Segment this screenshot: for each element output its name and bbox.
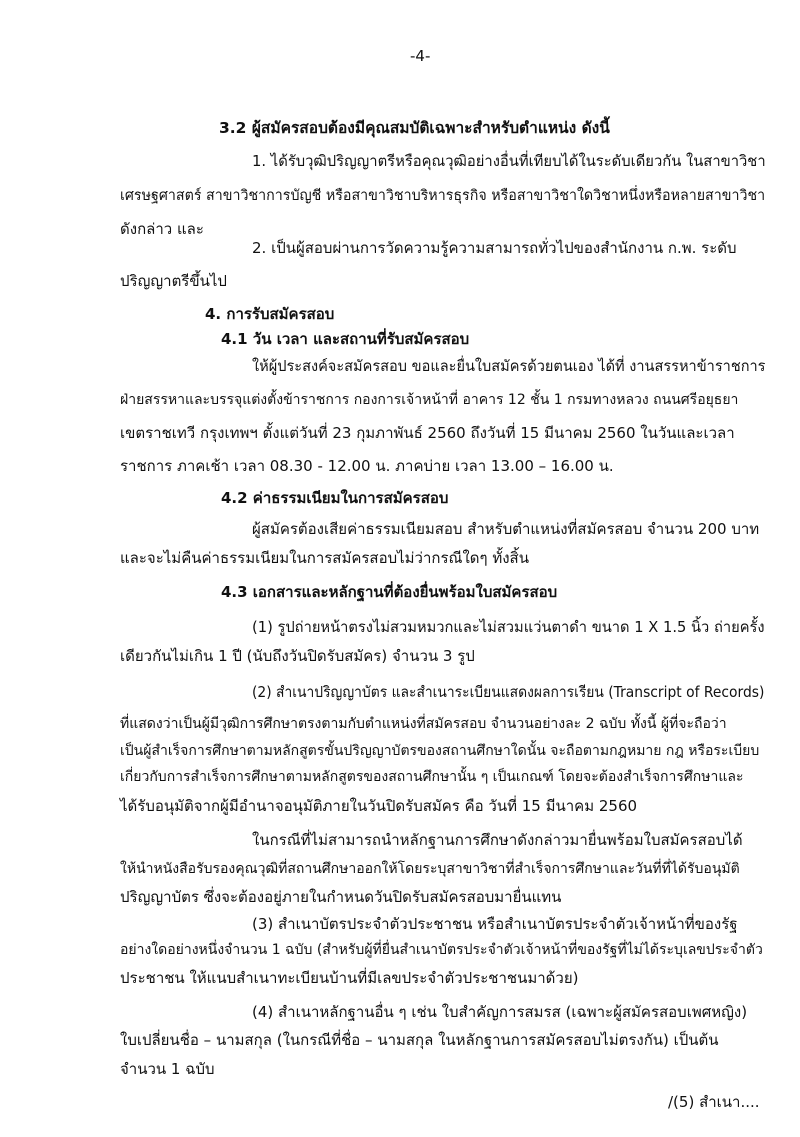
s43-item4-line2: ใบเปลี่ยนชื่อ – นามสกุล (ในกรณีที่ชื่อ – นามสกุล ในหลักฐานการสมัครสอบไม่ตรงกัน) เป็นต้น xyxy=(120,1031,719,1049)
s43-item2-line5: ได้รับอนุมัติจากผู้มีอำนาจอนุมัติภายในวันปิดรับสมัคร คือ วันที่ 15 มีนาคม 2560 xyxy=(120,797,638,815)
s42-line2: และจะไม่คืนค่าธรรมเนียมในการสมัครสอบไม่ว่ากรณีใดๆ ทั้งสิ้น xyxy=(120,549,529,567)
s43-item3-line1: (3) สำเนาบัตรประจำตัวประชาชน หรือสำเนาบัตรประจำตัวเจ้าหน้าที่ของรัฐ xyxy=(252,915,738,933)
s43-item2-line1: (2) สำเนาปริญญาบัตร และสำเนาระเบียนแสดงผลการเรียน (Transcript of Records) xyxy=(252,683,765,701)
page-number: -4- xyxy=(410,47,431,65)
s32-item2-line1: 2. เป็นผู้สอบผ่านการวัดความรู้ความสามารถทั่วไปของสำนักงาน ก.พ. ระดับ xyxy=(252,239,737,257)
s43-item2-line4: เกี่ยวกับการสำเร็จการศึกษาตามหลักสูตรของสถานศึกษานั้น ๆ เป็นเกณฑ์ โดยจะต้องสำเร็จการศึกษาและ xyxy=(120,769,744,785)
s32-item1-line3: ดังกล่าว และ xyxy=(120,220,204,238)
section-3-2-heading: 3.2 ผู้สมัครสอบต้องมีคุณสมบัติเฉพาะสำหรับตำแหน่ง ดังนี้ xyxy=(219,119,610,137)
continuation-text: /(5) สำเนา.... xyxy=(668,1093,760,1111)
s32-item2-line2: ปริญญาตรีขึ้นไป xyxy=(120,272,227,290)
section-4-2-heading: 4.2 ค่าธรรมเนียมในการสมัครสอบ xyxy=(221,489,449,507)
s43-item3-line3: ประชาชน ให้แนบสำเนาทะเบียนบ้านที่มีเลขประจำตัวประชาชนมาด้วย) xyxy=(120,969,579,987)
s43-item3-line2: อย่างใดอย่างหนึ่งจำนวน 1 ฉบับ (สำหรับผู้ที่ยื่นสำเนาบัตรประจำตัวเจ้าหน้าที่ของรัฐที่ไม่ได้ระบุเลขประจำตัว xyxy=(120,942,763,958)
s43-note-line1: ในกรณีที่ไม่สามารถนำหลักฐานการศึกษาดังกล่าวมายื่นพร้อมใบสมัครสอบได้ xyxy=(252,831,743,849)
s41-line4: ราชการ ภาคเช้า เวลา 08.30 - 12.00 น. ภาคบ่าย เวลา 13.00 – 16.00 น. xyxy=(120,457,614,475)
s42-line1: ผู้สมัครต้องเสียค่าธรรมเนียมสอบ สำหรับตำแหน่งที่สมัครสอบ จำนวน 200 บาท xyxy=(252,520,760,538)
s43-note-line2: ให้นำหนังสือรับรองคุณวุฒิที่สถานศึกษาออกให้โดยระบุสาขาวิชาที่สำเร็จการศึกษาและวันที่ที่ได้รับอนุมัติ xyxy=(120,861,740,877)
s41-line3: เขตราชเทวี กรุงเทพฯ ตั้งแต่วันที่ 23 กุมภาพันธ์ 2560 ถึงวันที่ 15 มีนาคม 2560 ในวันและเวลา xyxy=(120,424,735,442)
s43-item2-line2: ที่แสดงว่าเป็นผู้มีวุฒิการศึกษาตรงตามกับตำแหน่งที่สมัครสอบ จำนวนอย่างละ 2 ฉบับ ทั้งนี้ ผู้ที่จะถือว่า xyxy=(120,716,727,732)
s43-item2-line3: เป็นผู้สำเร็จการศึกษาตามหลักสูตรขั้นปริญญาบัตรของสถานศึกษาใดนั้น จะถือตามกฎหมาย กฎ หรือระเบียบ xyxy=(120,743,760,759)
section-4-3-heading: 4.3 เอกสารและหลักฐานที่ต้องยื่นพร้อมใบสมัครสอบ xyxy=(221,583,558,601)
s41-line1: ให้ผู้ประสงค์จะสมัครสอบ ขอและยื่นใบสมัครด้วยตนเอง ได้ที่ งานสรรหาข้าราชการ xyxy=(252,357,766,375)
s32-item1-line1: 1. ได้รับวุฒิปริญญาตรีหรือคุณวุฒิอย่างอื่นที่เทียบได้ในระดับเดียวกัน ในสาขาวิชา xyxy=(252,152,766,170)
section-4-1-heading: 4.1 วัน เวลา และสถานที่รับสมัครสอบ xyxy=(221,330,470,348)
s43-item4-line1: (4) สำเนาหลักฐานอื่น ๆ เช่น ใบสำคัญการสมรส (เฉพาะผู้สมัครสอบเพศหญิง) xyxy=(252,1003,748,1021)
s41-line2: ฝ่ายสรรหาและบรรจุแต่งตั้งข้าราชการ กองการเจ้าหน้าที่ อาคาร 12 ชั้น 1 กรมทางหลวง ถนนศรีอยุธยา xyxy=(120,392,739,408)
s43-item1-line1: (1) รูปถ่ายหน้าตรงไม่สวมหมวกและไม่สวมแว่นตาดำ ขนาด 1 X 1.5 นิ้ว ถ่ายครั้ง xyxy=(252,618,765,636)
s43-note-line3: ปริญญาบัตร ซึ่งจะต้องอยู่ภายในกำหนดวันปิดรับสมัครสอบมายื่นแทน xyxy=(120,888,562,906)
section-4-heading: 4. การรับสมัครสอบ xyxy=(205,305,335,323)
s43-item1-line2: เดียวกันไม่เกิน 1 ปี (นับถึงวันปิดรับสมัคร) จำนวน 3 รูป xyxy=(120,647,475,665)
s43-item4-line3: จำนวน 1 ฉบับ xyxy=(120,1060,215,1078)
s32-item1-line2: เศรษฐศาสตร์ สาขาวิชาการบัญชี หรือสาขาวิชาบริหารธุรกิจ หรือสาขาวิชาใดวิชาหนึ่งหรือหลายสาขาวิชา xyxy=(120,188,766,204)
